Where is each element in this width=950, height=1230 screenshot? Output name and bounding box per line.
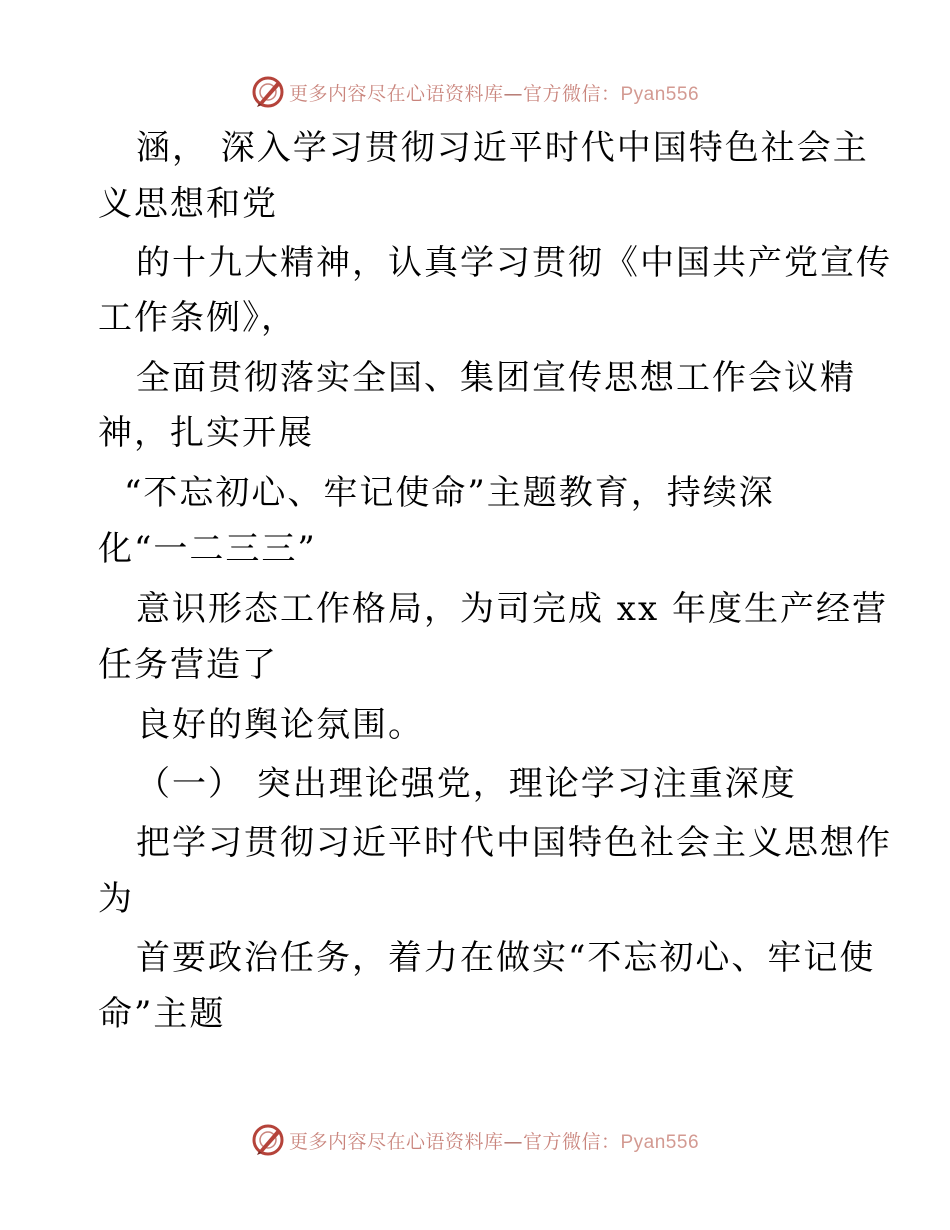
footer-watermark <box>0 1120 950 1160</box>
body-line: 意识形态工作格局，为司完成 xx 年度生产经营 <box>136 589 888 629</box>
body-line: 命”主题 <box>98 994 226 1034</box>
body-line: 把学习贯彻习近平时代中国特色社会主义思想作 <box>136 823 892 863</box>
body-line: 首要政治任务，着力在做实“不忘初心、牢记使 <box>136 938 876 978</box>
watermark-separator: — <box>503 82 523 105</box>
body-line: 全面贯彻落实全国、集团宣传思想工作会议精 <box>136 358 856 398</box>
body-line: 任务营造了 <box>98 645 278 685</box>
watermark-label: 官方微信： <box>522 82 621 105</box>
body-line: 工作条例》， <box>98 298 297 338</box>
watermark-text <box>289 1127 699 1154</box>
body-line: 的十九大精神，认真学习贯彻《中国共产党宣传 <box>136 243 892 283</box>
body-line: 为 <box>98 879 134 919</box>
body-line: “不忘初心、牢记使命”主题教育，持续深 <box>124 473 775 513</box>
watermark-cn-text: 更多内容尽在心语资料库 <box>288 1130 504 1153</box>
watermark-label: 官方微信： <box>522 1130 621 1153</box>
watermark-cn-text: 更多内容尽在心语资料库 <box>288 82 504 105</box>
body-line: 神，扎实开展 <box>98 413 314 453</box>
header-watermark <box>0 72 950 112</box>
watermark-account: Pyan556 <box>620 1131 700 1153</box>
body-line: 义思想和党 <box>98 184 278 224</box>
watermark-separator: — <box>503 1130 523 1153</box>
watermark-account: Pyan556 <box>620 83 700 105</box>
body-line: 化“一二三三” <box>98 529 317 569</box>
body-line: 良好的舆论氛围。 <box>136 705 424 745</box>
body-line: 涵， 深入学习贯彻习近平时代中国特色社会主 <box>136 128 869 168</box>
pen-logo-icon <box>251 1123 285 1157</box>
watermark-text <box>289 79 699 106</box>
section-heading: （一） 突出理论强党，理论学习注重深度 <box>136 764 797 804</box>
pen-logo-icon <box>251 75 285 109</box>
